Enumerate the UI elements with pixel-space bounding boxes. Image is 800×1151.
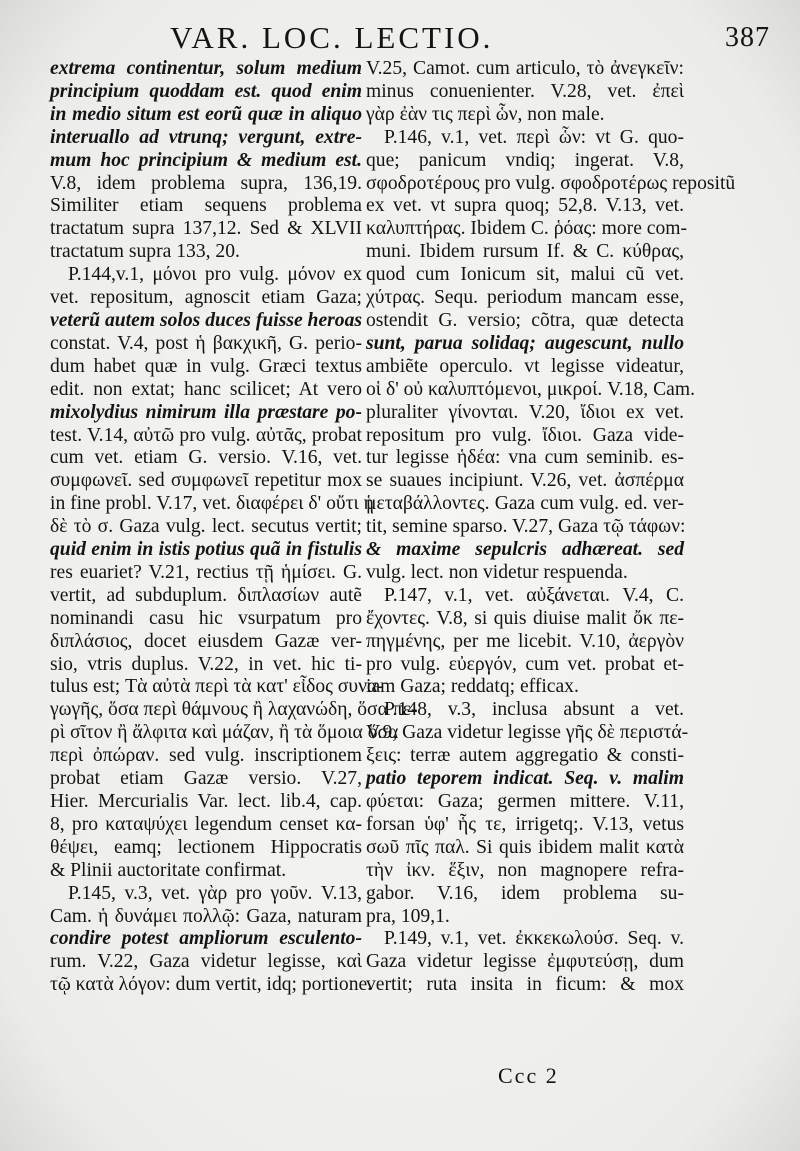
text-line: ρὶ σῖτον ἢ ἄλφιτα καὶ μάζαν, ἢ τὰ ὅμοια ὅσα: [50, 722, 399, 744]
text-line: dum habet quæ in vulg. Græci textus: [50, 355, 362, 377]
text-line: Cam. ἡ δυνάμει πολλῷ: Gaza, naturam: [50, 905, 362, 927]
text-line: muni. Ibidem rursum If. & C. κύθρας,: [366, 241, 684, 263]
text-line: V.9, Gaza videtur legisse γῆς δὲ περιστά-: [366, 722, 689, 744]
text-line: interuallo ad vtrunq; vergunt, extre-: [50, 126, 362, 148]
text-line: φύεται: Gaza; germen mittere. V.11,: [366, 791, 684, 812]
text-line: repositum pro vulg. ἴδιοι. Gaza vide-: [366, 424, 684, 446]
running-title: VAR. LOC. LECTIO.: [170, 20, 494, 55]
text-line: pluraliter γίνονται. V.20, ἴδιοι ex vet.: [366, 401, 684, 423]
text-line: P.145, v.3, vet. γὰρ pro γοῦν. V.13,: [68, 882, 362, 904]
text-line: tractatum supra 133, 20.: [50, 241, 240, 263]
text-line: pro vulg. εὐεργόν, cum vet. probat et-: [366, 653, 684, 675]
text-line: πηγμένης, per me licebit. V.10, ἀεργὸν: [366, 630, 684, 652]
text-line: condire potest ampliorum esculento-: [50, 928, 362, 950]
text-line: mum hoc principium & medium est.: [50, 149, 362, 171]
text-line: συμφωνεῖ. sed συμφωνεῖ repetitur mox: [50, 470, 362, 492]
text-line: pra, 109,1.: [366, 905, 450, 927]
text-line: V.25, Camot. cum articulo, τὸ ἀνεγκεῖν:: [366, 58, 684, 79]
text-line: iam Gaza; reddatq; efficax.: [366, 676, 579, 698]
text-line: Similiter etiam sequens problema: [50, 195, 362, 217]
text-line: P.147, v.1, vet. αὐξάνεται. V.4, C.: [384, 584, 684, 606]
text-line: edit. non extat; hanc scilicet; At vero: [50, 378, 362, 400]
text-line: forsan ὑφ' ἧς τε, irrigetq;. V.13, vetus: [366, 813, 684, 835]
text-line: probat etiam Gazæ versio. V.27,: [50, 768, 362, 790]
text-line: in fine probl. V.17, vet. διαφέρει δ' οὔτι ἡ: [50, 493, 374, 515]
text-line: P.146, v.1, vet. περὶ ὧν: vt G. quo-: [384, 126, 684, 148]
text-line: mixolydius nimirum illa præstare po-: [50, 401, 362, 423]
text-line: vulg. lect. non videtur respuenda.: [366, 561, 628, 583]
text-line: quid enim in istis potius quã in fistulis: [50, 539, 362, 561]
text-line: minus conuenienter. V.28, vet. ἐπεὶ: [366, 80, 684, 102]
text-line: P.144,v.1, μόνοι pro vulg. μόνον ex: [68, 264, 362, 286]
text-line: διπλάσιος, docet eiusdem Gazæ ver-: [50, 630, 362, 652]
text-line: cum vet. etiam G. versio. V.16, vet.: [50, 447, 362, 469]
text-line: ambiẽte operculo. vt legisse videatur,: [366, 355, 684, 377]
text-line: in medio situm est eorũ quæ in aliquo: [50, 103, 362, 125]
text-line: γὰρ ἐὰν τις περὶ ὧν, non male.: [366, 103, 605, 125]
text-line: quod cum Ionicum sit, malui cũ vet.: [366, 264, 684, 286]
text-line: patio teporem indicat. Seq. v. malim: [366, 768, 684, 790]
text-line: que; panicum vndiq; ingerat. V.8,: [366, 149, 684, 171]
text-line: principium quoddam est. quod enim: [50, 80, 362, 102]
text-line: sio, vtris duplus. V.22, in vet. hic ti-: [50, 653, 362, 675]
text-line: vertit, ad subduplum. διπλασίων autẽ: [50, 584, 362, 606]
text-line: τῷ κατὰ λόγον: dum vertit, idq; portione.: [50, 974, 373, 996]
text-line: σφοδροτέρους pro vulg. σφοδροτέρως repositũ: [366, 172, 736, 194]
text-line: tit, semine sparso. V.27, Gaza τῷ τάφων:: [366, 516, 686, 538]
text-line: ἔχοντες. V.8, si quis diuise malit ὄκ πε-: [366, 607, 684, 629]
text-line: sunt, parua solidaq; augescunt, nullo: [366, 332, 684, 354]
text-line: constat. V.4, post ἡ βακχικῆ, G. perio-: [50, 332, 362, 354]
text-line: vertit; ruta insita in ficum: & mox: [366, 974, 684, 996]
text-line: & maxime sepulcris adhæreat. sed: [366, 539, 684, 561]
text-line: ex vet. vt supra quoq; 52,8. V.13, vet.: [366, 195, 684, 217]
text-line: καλυπτήρας. Ibidem C. ῥόας: more com-: [366, 218, 688, 240]
running-header: [170, 16, 770, 60]
text-line: θέψει, eamq; lectionem Hippocratis: [50, 836, 362, 858]
text-line: οἱ δ' οὐ καλυπτόμενοι, μικροί. V.18, Cam.: [366, 378, 695, 400]
text-line: tur legisse ἡδέα: vna cum seminib. es-: [366, 447, 684, 469]
text-line: περὶ ὀπώραν. sed vulg. inscriptionem: [50, 745, 362, 767]
text-line: μεταβάλλοντες. Gaza cum vulg. ed. ver-: [366, 493, 684, 515]
text-line: test. V.14, αὐτῶ pro vulg. αὐτᾶς, probat: [50, 424, 362, 446]
text-line: & Plinii auctoritate confirmat.: [50, 859, 287, 881]
text-line: tractatum supra 137,12. Sed & XLVII: [50, 218, 362, 240]
text-line: res euariet? V.21, rectius τῇ ἡμίσει. G.: [50, 561, 362, 583]
text-line: gabor. V.16, idem problema su-: [366, 882, 684, 904]
text-line: V.8, idem problema supra, 136,19.: [50, 172, 362, 194]
text-line: σωῦ πῖς παλ. Si quis ibidem malit κατὰ: [366, 836, 684, 858]
text-line: ξεις: terræ autem aggregatio & consti-: [366, 745, 684, 767]
text-line: rum. V.22, Gaza videtur legisse, καὶ: [50, 951, 362, 973]
right-text-column: [366, 58, 736, 1068]
text-line: γωγῆς, ὅσα περὶ θάμνους ἢ λαχανώδη, ὅσα πε-: [50, 699, 418, 721]
text-line: extrema continentur, solum medium: [50, 58, 362, 79]
text-line: Hier. Mercurialis Var. lect. lib.4, cap.: [50, 791, 362, 812]
text-line: τὴν ἰκν. ἕξιν, non magnopere refra-: [366, 859, 684, 881]
text-line: ostendit G. versio; cõtra, quæ detecta: [366, 309, 684, 331]
text-line: vet. repositum, agnoscit etiam Gaza;: [50, 287, 362, 309]
text-line: P.148, v.3, inclusa absunt a vet.: [384, 699, 684, 721]
text-line: P.149, v.1, vet. ἐκκεκωλούσ. Seq. v.: [384, 928, 684, 950]
text-line: se suaues incipiunt. V.26, vet. ἀσπέρμα: [366, 470, 684, 492]
page-number: 387: [725, 22, 770, 53]
text-line: χύτρας. Sequ. periodum mancam esse,: [366, 287, 684, 309]
text-line: Gaza videtur legisse ἐμφυτεύσῃ, dum: [366, 951, 684, 973]
text-line: 8, pro καταψύχει legendum censet κα-: [50, 813, 362, 835]
signature-mark: Ccc 2: [498, 1063, 559, 1088]
text-line: tulus est; Τὰ αὐτὰ περὶ τὰ κατ' εἶδος συνα-: [50, 676, 384, 698]
text-line: veterũ autem solos duces fuisse heroas: [50, 309, 362, 331]
text-line: nominandi casu hic vsurpatum pro: [50, 607, 362, 629]
text-line: δὲ τὸ σ. Gaza vulg. lect. secutus vertit;: [50, 516, 362, 538]
